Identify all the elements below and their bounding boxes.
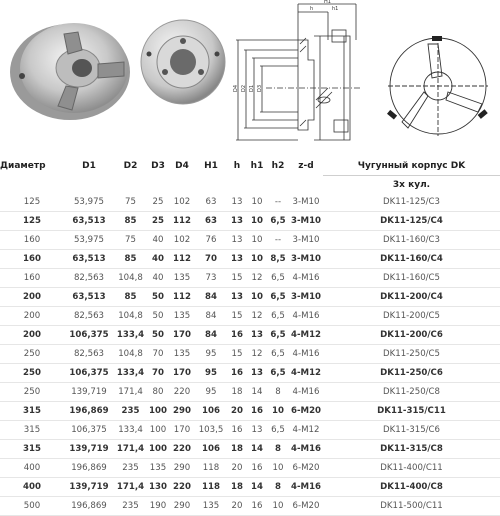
- table-cell: 104,8: [114, 345, 147, 364]
- header-cell: z-d: [298, 160, 314, 171]
- table-cell: 6,5: [267, 345, 289, 364]
- label-h1: h1: [332, 6, 339, 12]
- label-D1: D1: [249, 84, 255, 92]
- table-cell: 16: [227, 364, 247, 383]
- table-cell: 6,5: [267, 307, 289, 326]
- table-cell: 80: [147, 383, 169, 402]
- table-cell: 139,719: [64, 478, 114, 497]
- table-cell: 10: [267, 497, 289, 516]
- table-cell: 95: [195, 364, 227, 383]
- table-cell: 4-M16: [289, 269, 323, 288]
- table-cell: 235: [114, 459, 147, 478]
- table-cell: 82,563: [64, 269, 114, 288]
- table-cell: 16: [247, 402, 267, 421]
- table-cell: DK11-200/C4: [323, 288, 500, 307]
- table-row: [0, 383, 500, 402]
- table-cell: 235: [114, 402, 147, 421]
- table-cell: 40: [147, 250, 169, 269]
- table-cell: 135: [169, 345, 195, 364]
- table-subheader-row: [0, 176, 500, 194]
- table-cell: 6,5: [267, 288, 289, 307]
- table-cell: 10: [247, 288, 267, 307]
- table-cell: 84: [195, 326, 227, 345]
- label-H1: H1: [324, 0, 331, 5]
- table-row: [0, 250, 500, 269]
- table-cell: 16: [247, 459, 267, 478]
- header-cell: Диаметр: [0, 160, 46, 171]
- table-row: [0, 478, 500, 497]
- table-cell: 104,8: [114, 307, 147, 326]
- table-cell: 4-M12: [289, 326, 323, 345]
- table-row: [0, 288, 500, 307]
- table-cell: 100: [147, 402, 169, 421]
- table-cell: 170: [169, 326, 195, 345]
- table-cell: 75: [114, 193, 147, 212]
- table-cell: 8,5: [267, 250, 289, 269]
- table-cell: 10: [247, 212, 267, 231]
- table-cell: 53,975: [64, 231, 114, 250]
- table-cell: 3-M10: [289, 193, 323, 212]
- table-cell: 106,375: [64, 364, 114, 383]
- table-cell: DK11-160/C3: [323, 231, 500, 250]
- table-cell: 250: [0, 383, 64, 402]
- table-cell: 63,513: [64, 212, 114, 231]
- table-row: [0, 497, 500, 516]
- table-cell: DK11-315/C6: [323, 421, 500, 440]
- table-cell: 6,5: [267, 269, 289, 288]
- table-cell: 70: [147, 345, 169, 364]
- table-cell: 63,513: [64, 288, 114, 307]
- label-D4: D4: [233, 84, 239, 92]
- table-cell: 50: [147, 326, 169, 345]
- table-cell: 15: [227, 269, 247, 288]
- table-cell: 133,4: [114, 421, 147, 440]
- header-cell: h2: [271, 160, 285, 171]
- table-cell: 25: [147, 193, 169, 212]
- header-cell: h1: [250, 160, 264, 171]
- table-cell: 200: [0, 326, 64, 345]
- table-cell: 315: [0, 440, 64, 459]
- table-cell: 13: [247, 421, 267, 440]
- table-cell: 160: [0, 269, 64, 288]
- label-D3: D3: [257, 84, 263, 92]
- table-row: [0, 459, 500, 478]
- table-cell: DK11-125/C4: [323, 212, 500, 231]
- table-cell: 4-M16: [289, 307, 323, 326]
- table-cell: 100: [147, 440, 169, 459]
- table-cell: 112: [169, 288, 195, 307]
- header-cell: H1: [204, 160, 218, 171]
- table-cell: DK11-250/C8: [323, 383, 500, 402]
- table-cell: 10: [247, 231, 267, 250]
- table-row: [0, 231, 500, 250]
- table-cell: 8: [267, 383, 289, 402]
- table-row: [0, 440, 500, 459]
- table-cell: 12: [247, 307, 267, 326]
- table-cell: 6-M20: [289, 402, 323, 421]
- table-row: [0, 326, 500, 345]
- table-cell: 8: [267, 478, 289, 497]
- table-cell: 10: [247, 250, 267, 269]
- chuck-photo-back: [140, 16, 226, 108]
- table-cell: 102: [169, 193, 195, 212]
- table-cell: 6,5: [267, 212, 289, 231]
- table-row: [0, 307, 500, 326]
- table-cell: DK11-500/C11: [323, 497, 500, 516]
- table-cell: 10: [267, 459, 289, 478]
- table-cell: DK11-315/C11: [323, 402, 500, 421]
- table-cell: 13: [247, 364, 267, 383]
- table-cell: 63,513: [64, 250, 114, 269]
- label-h: h: [310, 6, 314, 12]
- table-cell: 6-M20: [289, 459, 323, 478]
- table-cell: 95: [195, 345, 227, 364]
- table-cell: 200: [0, 307, 64, 326]
- table-cell: 104,8: [114, 269, 147, 288]
- table-cell: 13: [227, 231, 247, 250]
- table-cell: 85: [114, 250, 147, 269]
- table-cell: 50: [147, 288, 169, 307]
- table-cell: 171,4: [114, 383, 147, 402]
- table-row: [0, 364, 500, 383]
- table-cell: 135: [195, 497, 227, 516]
- table-cell: DK11-250/C5: [323, 345, 500, 364]
- table-cell: 70: [147, 364, 169, 383]
- table-cell: 85: [114, 288, 147, 307]
- table-cell: --: [267, 231, 289, 250]
- table-cell: 4-M12: [289, 364, 323, 383]
- table-cell: 82,563: [64, 307, 114, 326]
- table-cell: 63: [195, 212, 227, 231]
- table-cell: 106: [195, 402, 227, 421]
- table-cell: 220: [169, 478, 195, 497]
- table-cell: 15: [227, 307, 247, 326]
- table-cell: 135: [147, 459, 169, 478]
- table-cell: 14: [247, 383, 267, 402]
- table-cell: 20: [227, 497, 247, 516]
- table-cell: 6-M20: [289, 497, 323, 516]
- table-cell: 133,4: [114, 364, 147, 383]
- table-cell: 196,869: [64, 459, 114, 478]
- table-cell: 315: [0, 421, 64, 440]
- table-cell: 139,719: [64, 440, 114, 459]
- table-cell: 118: [195, 459, 227, 478]
- table-cell: 112: [169, 212, 195, 231]
- table-cell: 135: [169, 269, 195, 288]
- table-cell: 12: [247, 269, 267, 288]
- table-cell: 196,869: [64, 497, 114, 516]
- table-cell: 13: [227, 250, 247, 269]
- table-cell: 3-M10: [289, 250, 323, 269]
- table-cell: 250: [0, 345, 64, 364]
- corpus-subheader: 3х кул.: [392, 179, 431, 190]
- table-cell: 125: [0, 212, 64, 231]
- table-cell: DK11-200/C5: [323, 307, 500, 326]
- chuck-spec-table: [0, 156, 500, 516]
- table-cell: 106,375: [64, 326, 114, 345]
- table-cell: 290: [169, 402, 195, 421]
- table-cell: DK11-160/C4: [323, 250, 500, 269]
- table-cell: 290: [169, 459, 195, 478]
- table-cell: 4-M16: [289, 345, 323, 364]
- table-cell: 130: [147, 478, 169, 497]
- table-cell: 13: [227, 212, 247, 231]
- table-cell: 10: [267, 402, 289, 421]
- table-cell: 8: [267, 440, 289, 459]
- table-cell: 13: [247, 326, 267, 345]
- table-cell: 250: [0, 364, 64, 383]
- table-cell: 112: [169, 250, 195, 269]
- table-row: [0, 193, 500, 212]
- header-cell: D4: [175, 160, 189, 171]
- table-cell: 13: [227, 193, 247, 212]
- table-cell: 10: [247, 193, 267, 212]
- table-cell: 160: [0, 250, 64, 269]
- table-cell: 3-M10: [289, 212, 323, 231]
- table-cell: 18: [227, 440, 247, 459]
- table-cell: 139,719: [64, 383, 114, 402]
- table-cell: 4-M16: [289, 440, 323, 459]
- table-cell: 315: [0, 402, 64, 421]
- table-cell: 400: [0, 478, 64, 497]
- label-D2: D2: [241, 84, 247, 92]
- table-cell: 3-M10: [289, 231, 323, 250]
- table-cell: 53,975: [64, 193, 114, 212]
- table-cell: 20: [227, 459, 247, 478]
- table-cell: DK11-160/C5: [323, 269, 500, 288]
- table-cell: 220: [169, 383, 195, 402]
- table-cell: 20: [227, 402, 247, 421]
- figures-strip: [0, 0, 500, 152]
- table-row: [0, 212, 500, 231]
- table-cell: 160: [0, 231, 64, 250]
- table-cell: 106: [195, 440, 227, 459]
- table-cell: 70: [195, 250, 227, 269]
- table-cell: 16: [247, 497, 267, 516]
- table-cell: 100: [147, 421, 169, 440]
- table-row: [0, 269, 500, 288]
- table-cell: 171,4: [114, 478, 147, 497]
- table-cell: 118: [195, 478, 227, 497]
- table-cell: 13: [227, 288, 247, 307]
- table-cell: 18: [227, 478, 247, 497]
- table-cell: 106,375: [64, 421, 114, 440]
- table-cell: 6,5: [267, 421, 289, 440]
- table-cell: 3-M10: [289, 288, 323, 307]
- table-cell: 196,869: [64, 402, 114, 421]
- table-cell: 16: [227, 421, 247, 440]
- table-row: [0, 421, 500, 440]
- chuck-front-drawing: [378, 30, 498, 142]
- table-cell: 12: [247, 345, 267, 364]
- table-cell: 200: [0, 288, 64, 307]
- table-cell: 190: [147, 497, 169, 516]
- table-cell: 4-M12: [289, 421, 323, 440]
- table-cell: 4-M16: [289, 478, 323, 497]
- table-cell: 18: [227, 383, 247, 402]
- table-cell: 82,563: [64, 345, 114, 364]
- table-cell: 76: [195, 231, 227, 250]
- header-cell: D3: [151, 160, 165, 171]
- table-cell: 135: [169, 307, 195, 326]
- table-cell: 6,5: [267, 326, 289, 345]
- table-cell: 103,5: [195, 421, 227, 440]
- table-cell: 85: [114, 212, 147, 231]
- chuck-section-drawing: [232, 0, 376, 150]
- table-cell: 6,5: [267, 364, 289, 383]
- table-cell: DK11-315/C8: [323, 440, 500, 459]
- table-cell: 171,4: [114, 440, 147, 459]
- table-cell: --: [267, 193, 289, 212]
- table-cell: 25: [147, 212, 169, 231]
- table-cell: 75: [114, 231, 147, 250]
- table-cell: 50: [147, 307, 169, 326]
- table-cell: 170: [169, 364, 195, 383]
- table-cell: 14: [247, 478, 267, 497]
- table-cell: 40: [147, 269, 169, 288]
- table-cell: 14: [247, 440, 267, 459]
- header-cell: D2: [123, 160, 138, 171]
- corpus-header: Чугунный корпус DK: [323, 156, 500, 176]
- table-cell: 500: [0, 497, 64, 516]
- table-cell: 73: [195, 269, 227, 288]
- header-cell: D1: [82, 160, 96, 171]
- table-cell: 170: [169, 421, 195, 440]
- table-cell: 220: [169, 440, 195, 459]
- table-body: [0, 193, 500, 516]
- table-cell: 40: [147, 231, 169, 250]
- table-cell: 63: [195, 193, 227, 212]
- table-header-row: [0, 156, 500, 176]
- table-cell: 16: [227, 326, 247, 345]
- table-cell: DK11-400/C8: [323, 478, 500, 497]
- table-row: [0, 402, 500, 421]
- header-cell: h: [233, 160, 241, 171]
- chuck-photo-angled: [8, 14, 133, 126]
- table-cell: DK11-125/C3: [323, 193, 500, 212]
- table-cell: DK11-400/C11: [323, 459, 500, 478]
- table-cell: 95: [195, 383, 227, 402]
- table-cell: 84: [195, 307, 227, 326]
- table-cell: 133,4: [114, 326, 147, 345]
- table-cell: 4-M16: [289, 383, 323, 402]
- table-cell: DK11-200/C6: [323, 326, 500, 345]
- table-cell: 290: [169, 497, 195, 516]
- table-cell: 102: [169, 231, 195, 250]
- table-cell: 125: [0, 193, 64, 212]
- table-cell: DK11-250/C6: [323, 364, 500, 383]
- table-cell: 400: [0, 459, 64, 478]
- table-cell: 235: [114, 497, 147, 516]
- table-cell: 15: [227, 345, 247, 364]
- table-row: [0, 345, 500, 364]
- table-cell: 84: [195, 288, 227, 307]
